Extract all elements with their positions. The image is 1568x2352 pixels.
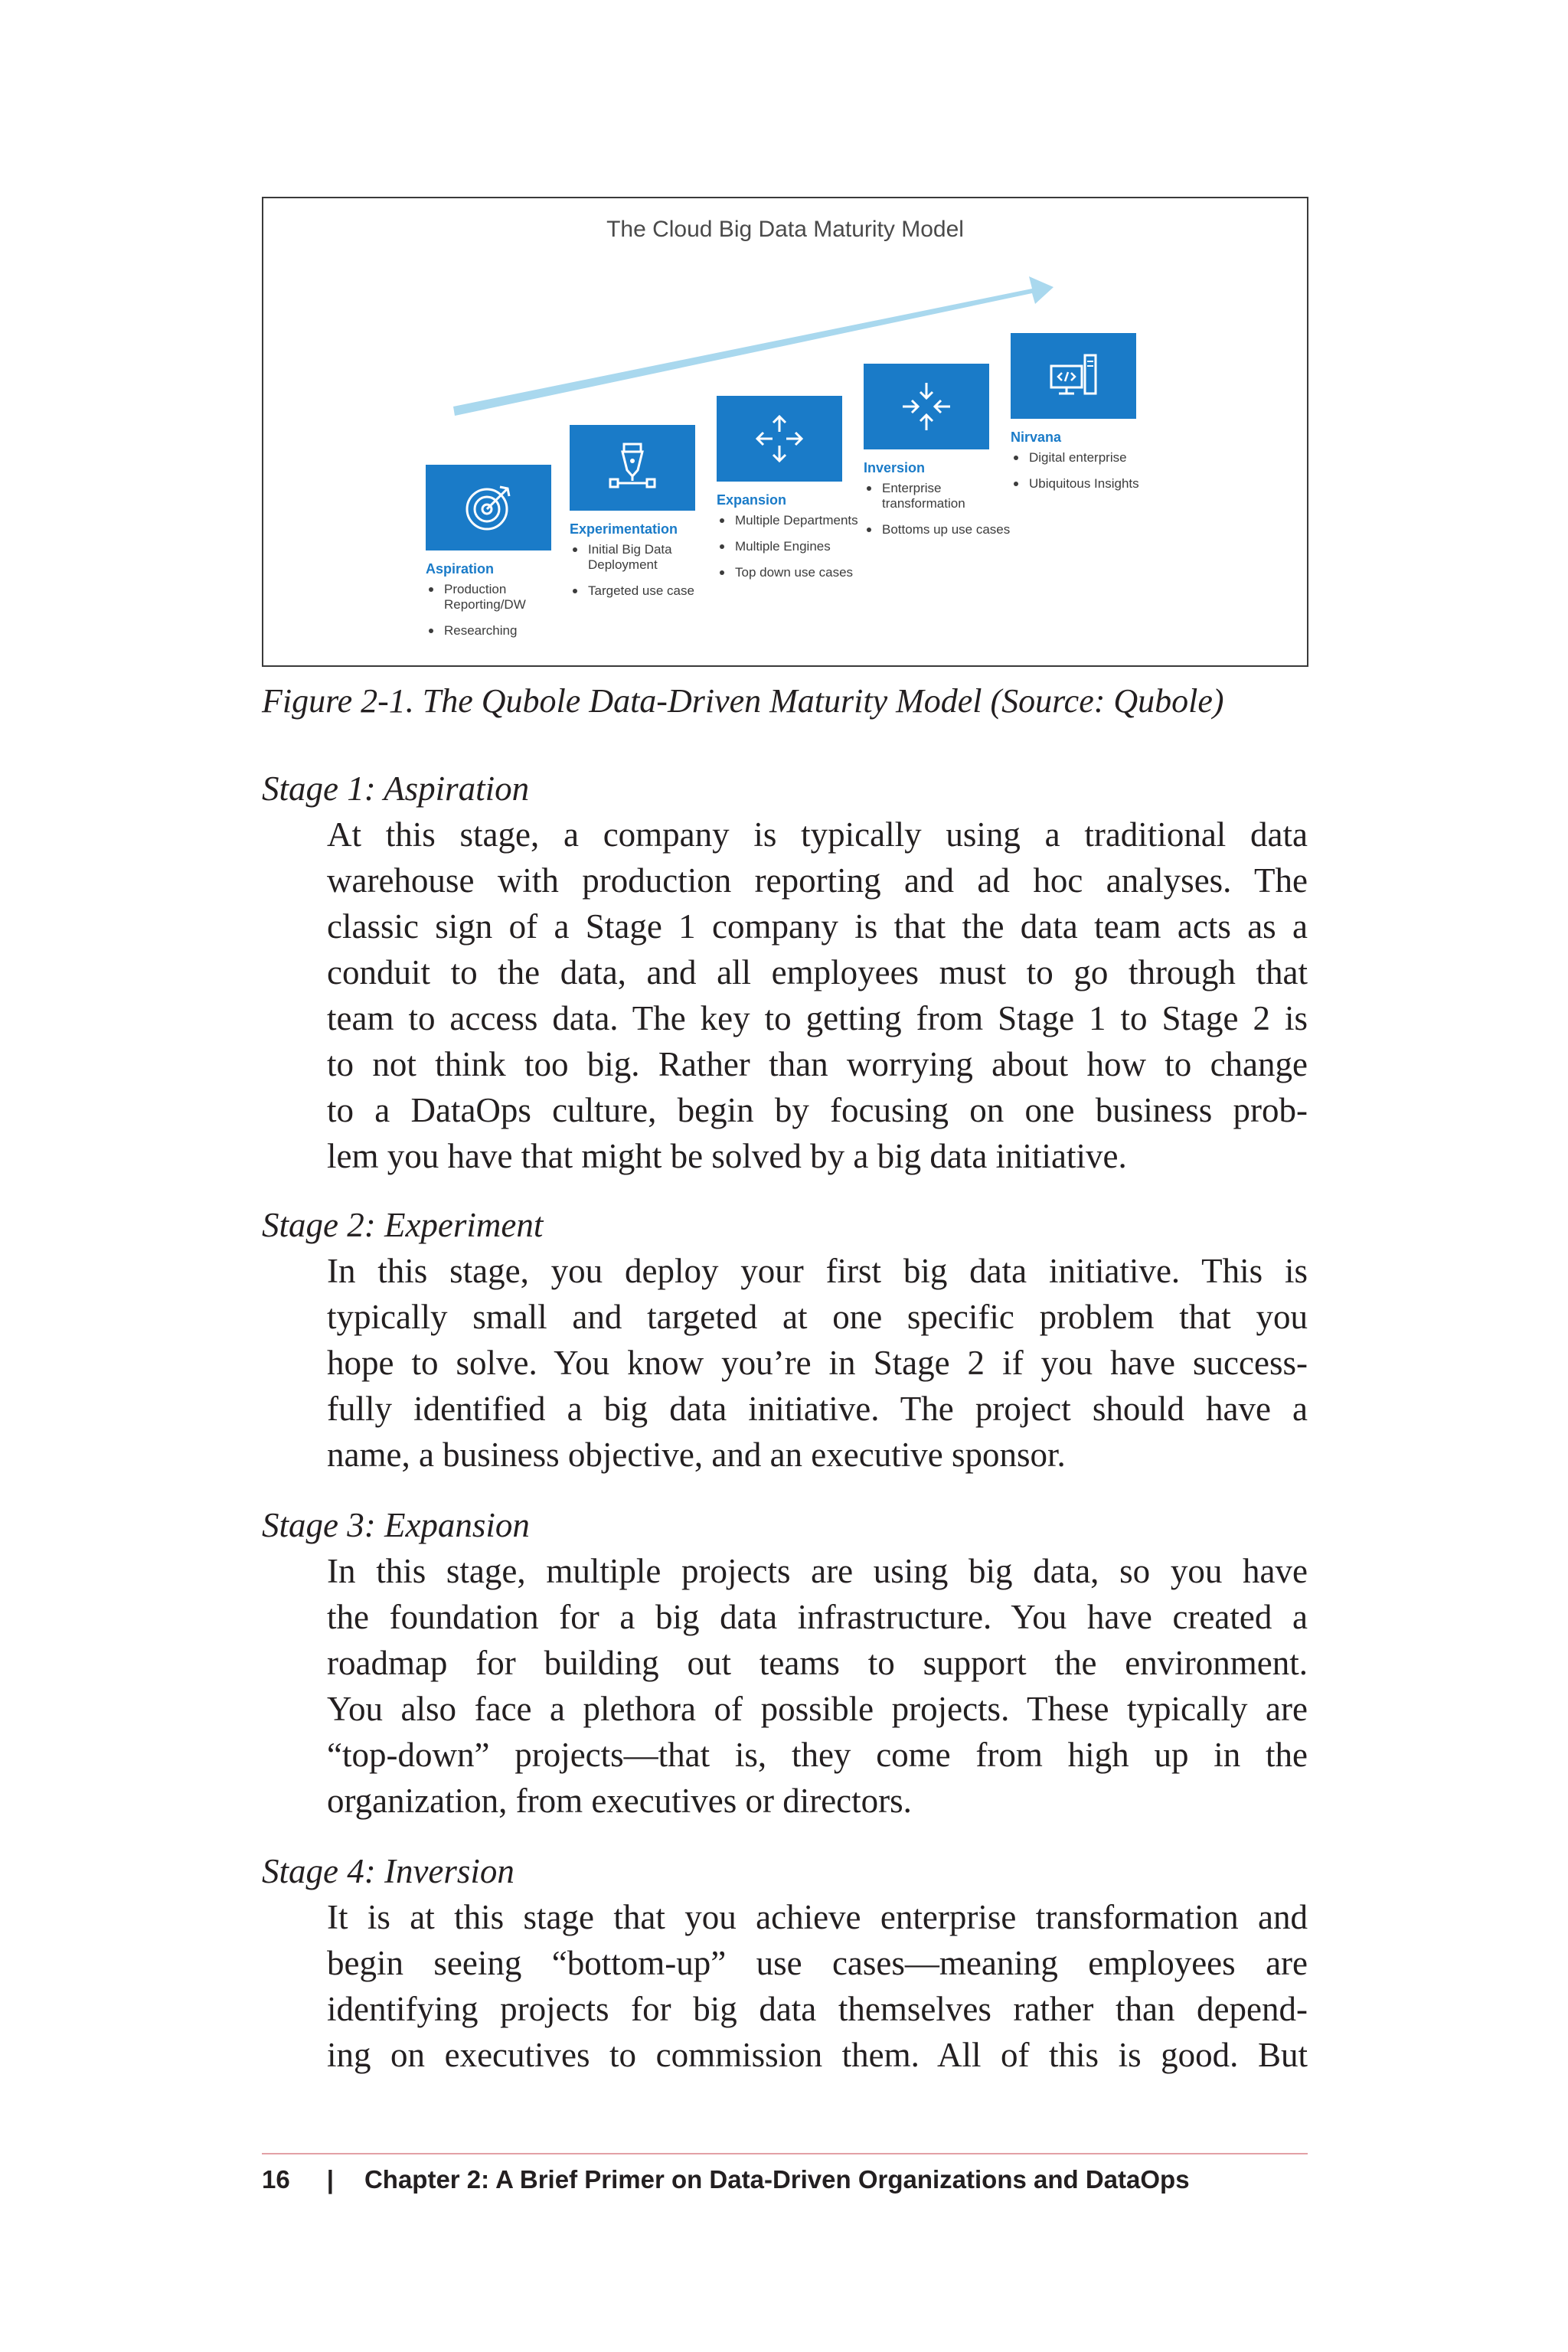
stage-bullet: Enterprise transformation bbox=[864, 481, 1012, 511]
text-line: to a DataOps culture, begin by focusing on one business prob- bbox=[327, 1091, 1308, 1129]
text-line: fully identified a big data initiative. The project should have a bbox=[327, 1390, 1308, 1428]
text-line: the foundation for a big data infrastructure. You have created a bbox=[327, 1598, 1308, 1636]
text-line: hope to solve. You know you’re in Stage 2 if you have success- bbox=[327, 1344, 1308, 1382]
text-line: ing on executives to commission them. All of this is good. But bbox=[327, 2036, 1308, 2074]
stage-aspiration-bullets bbox=[426, 582, 560, 639]
stage-bullet: Top down use cases bbox=[717, 565, 865, 580]
page-footer bbox=[262, 2165, 1190, 2194]
stage-nirvana-name: Nirvana bbox=[1011, 430, 1062, 445]
stage-bullet: Digital enterprise bbox=[1011, 450, 1159, 466]
stage-nirvana bbox=[1011, 333, 1145, 502]
footer-rule bbox=[262, 2153, 1308, 2154]
stage-bullet: Multiple Departments bbox=[717, 513, 865, 528]
stage-experimentation-box bbox=[570, 425, 695, 511]
stage-nirvana-bullets bbox=[1011, 450, 1145, 492]
stage-bullet: Researching bbox=[426, 623, 574, 639]
text-line: warehouse with production reporting and ad hoc analyses. The bbox=[327, 861, 1308, 900]
expand-arrows-icon bbox=[753, 412, 806, 466]
stage-bullet: Multiple Engines bbox=[717, 539, 865, 554]
stage-bullet: Targeted use case bbox=[570, 583, 718, 599]
stage-inversion-box bbox=[864, 364, 989, 449]
stage-3-term: Stage 3: Expansion bbox=[262, 1506, 530, 1544]
stage-2-definition bbox=[327, 1248, 1308, 1478]
stage-bullet: Bottoms up use cases bbox=[864, 522, 1012, 537]
text-line: lem you have that might be solved by a big data initiative. bbox=[327, 1137, 1127, 1175]
converge-arrows-icon bbox=[900, 380, 953, 433]
figure-caption: Figure 2-1. The Qubole Data-Driven Maturity Model (Source: Qubole) bbox=[262, 682, 1224, 720]
stage-experimentation-name: Experimentation bbox=[570, 521, 678, 537]
text-line: It is at this stage that you achieve enterprise transformation and bbox=[327, 1898, 1308, 1936]
stage-inversion-bullets bbox=[864, 481, 1011, 537]
stage-1-definition bbox=[327, 812, 1308, 1179]
stage-nirvana-box bbox=[1011, 333, 1136, 419]
stage-2-entry bbox=[262, 1202, 1308, 1478]
stage-3-entry bbox=[262, 1502, 1308, 1824]
stage-expansion bbox=[717, 396, 858, 591]
stage-experimentation bbox=[570, 425, 704, 609]
stage-1-entry bbox=[262, 766, 1308, 1179]
stage-aspiration bbox=[426, 465, 560, 649]
chapter-title: Chapter 2: A Brief Primer on Data-Driven Organizations and DataOps bbox=[364, 2165, 1190, 2194]
stage-bullet: Production Reporting/DW bbox=[426, 582, 574, 612]
maturity-model-figure bbox=[262, 197, 1308, 667]
figure-title: The Cloud Big Data Maturity Model bbox=[606, 217, 964, 242]
text-line: name, a business objective, and an executive sponsor. bbox=[327, 1436, 1066, 1474]
text-line: typically small and targeted at one specific problem that you bbox=[327, 1298, 1308, 1336]
stage-bullet: Ubiquitous Insights bbox=[1011, 476, 1159, 492]
text-line: classic sign of a Stage 1 company is that the data team acts as a bbox=[327, 907, 1308, 946]
text-line: identifying projects for big data themselves rather than depend- bbox=[327, 1990, 1308, 2028]
stage-4-term: Stage 4: Inversion bbox=[262, 1852, 514, 1890]
stage-aspiration-name: Aspiration bbox=[426, 561, 495, 577]
stage-bullet: Initial Big Data Deployment bbox=[570, 542, 718, 573]
stage-4-definition bbox=[327, 1894, 1308, 2078]
text-line: begin seeing “bottom-up” use cases—meaning employees are bbox=[327, 1944, 1308, 1982]
text-line: In this stage, multiple projects are using big data, so you have bbox=[327, 1552, 1308, 1590]
text-line: In this stage, you deploy your first big data initiative. This is bbox=[327, 1252, 1308, 1290]
text-line: conduit to the data, and all employees must to go through that bbox=[327, 953, 1308, 991]
page-number: 16 bbox=[262, 2165, 290, 2194]
footer-separator: | bbox=[326, 2165, 334, 2194]
stage-expansion-box bbox=[717, 396, 842, 482]
stage-inversion-name: Inversion bbox=[864, 460, 926, 475]
stage-expansion-name: Expansion bbox=[717, 492, 787, 508]
text-line: You also face a plethora of possible projects. These typically are bbox=[327, 1690, 1308, 1728]
stage-experimentation-bullets bbox=[570, 542, 704, 599]
computer-code-icon bbox=[1047, 349, 1100, 403]
stage-expansion-bullets bbox=[717, 513, 858, 580]
pen-nib-icon bbox=[606, 441, 659, 495]
text-line: to not think too big. Rather than worrying about how to change bbox=[327, 1045, 1308, 1083]
text-line: At this stage, a company is typically using a traditional data bbox=[327, 815, 1308, 854]
text-line: roadmap for building out teams to support the environment. bbox=[327, 1644, 1308, 1682]
stage-3-definition bbox=[327, 1548, 1308, 1824]
stage-inversion bbox=[864, 364, 1011, 548]
text-line: “top-down” projects—that is, they come from high up in the bbox=[327, 1736, 1308, 1774]
text-line: team to access data. The key to getting from Stage 1 to Stage 2 is bbox=[327, 999, 1308, 1037]
text-line: organization, from executives or directors. bbox=[327, 1782, 912, 1820]
target-icon bbox=[462, 481, 515, 534]
stage-aspiration-box bbox=[426, 465, 551, 550]
stage-4-entry bbox=[262, 1848, 1308, 2078]
stage-1-term: Stage 1: Aspiration bbox=[262, 769, 530, 808]
stage-2-term: Stage 2: Experiment bbox=[262, 1206, 544, 1244]
